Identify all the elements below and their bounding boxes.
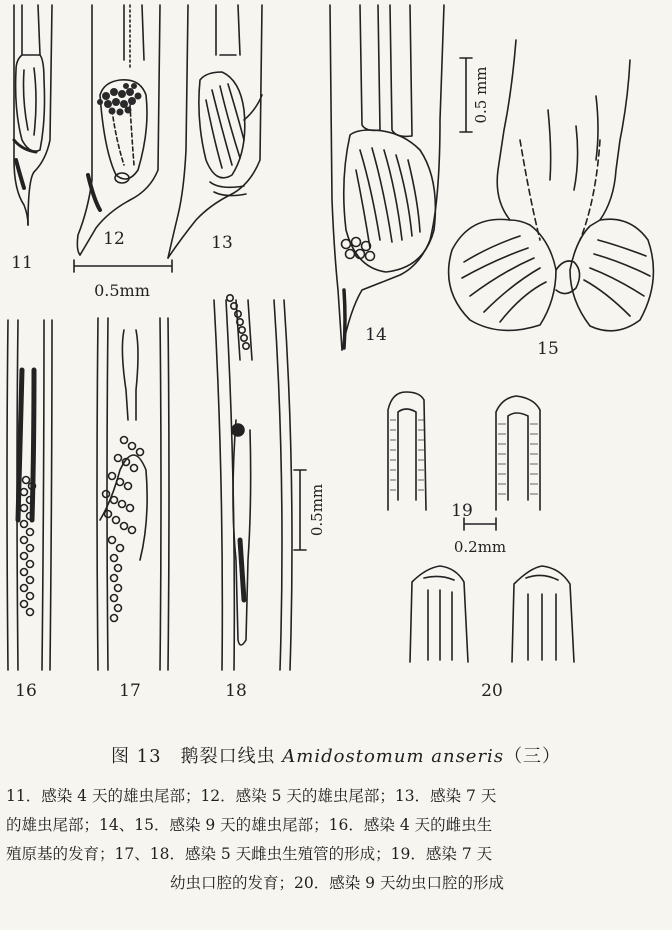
figure-16-cells (21, 477, 36, 616)
figure-number-20: 20 (481, 681, 503, 701)
scale-label-2: 0.5 mm (472, 66, 490, 124)
figure-number-11: 11 (11, 253, 33, 273)
caption-title-suffix: （三） (504, 746, 562, 767)
figure-number-17: 17 (119, 681, 141, 701)
figure-18-drawing (214, 300, 292, 670)
scale-label-3: 0.5mm (308, 483, 326, 537)
figure-number-15: 15 (537, 339, 559, 359)
figure-number-13: 13 (211, 233, 233, 253)
caption-line-4: 幼虫口腔的发育；20．感染 9 天幼虫口腔的形成 (170, 874, 504, 892)
figure-14-drawing (330, 5, 444, 350)
caption-line-2: 的雄虫尾部；14、15．感染 9 天的雄虫尾部；16．感染 4 天的雌虫生 (6, 816, 493, 834)
figure-16-drawing (7, 320, 52, 670)
caption-title-prefix: 图 13 鹅裂口线虫 (110, 746, 283, 767)
caption-species-name: Amidostomum anseris (282, 746, 505, 767)
figure-number-14: 14 (365, 325, 387, 345)
figure-number-19: 19 (451, 501, 473, 521)
figure-number-18: 18 (225, 681, 247, 701)
figure-19-20-hatching (390, 420, 538, 494)
caption-line-3: 殖原基的发育；17、18．感染 5 天雌虫生殖管的形成；19．感染 7 天 (6, 845, 493, 863)
figure-caption-body (6, 782, 668, 898)
caption-line-1: 11．感染 4 天的雄虫尾部；12．感染 5 天的雄虫尾部；13．感染 7 天 (6, 787, 497, 805)
figure-12-drawing (77, 5, 160, 255)
scale-label-1: 0.5mm (94, 281, 150, 300)
scale-label-4: 0.2mm (453, 538, 507, 556)
scale-bar-3 (294, 470, 306, 550)
figure-11-drawing (14, 5, 52, 225)
scale-bar-1 (74, 260, 172, 272)
scale-bar-2 (460, 58, 472, 132)
figure-caption-title (0, 742, 672, 768)
figure-19-drawing (388, 392, 540, 510)
figure-number-16: 16 (15, 681, 37, 701)
figure-17-drawing (97, 318, 169, 670)
figure-20-drawing (410, 566, 574, 662)
figure-17-cells (103, 437, 144, 622)
figure-number-12: 12 (103, 229, 125, 249)
figure-13-drawing (168, 5, 262, 258)
